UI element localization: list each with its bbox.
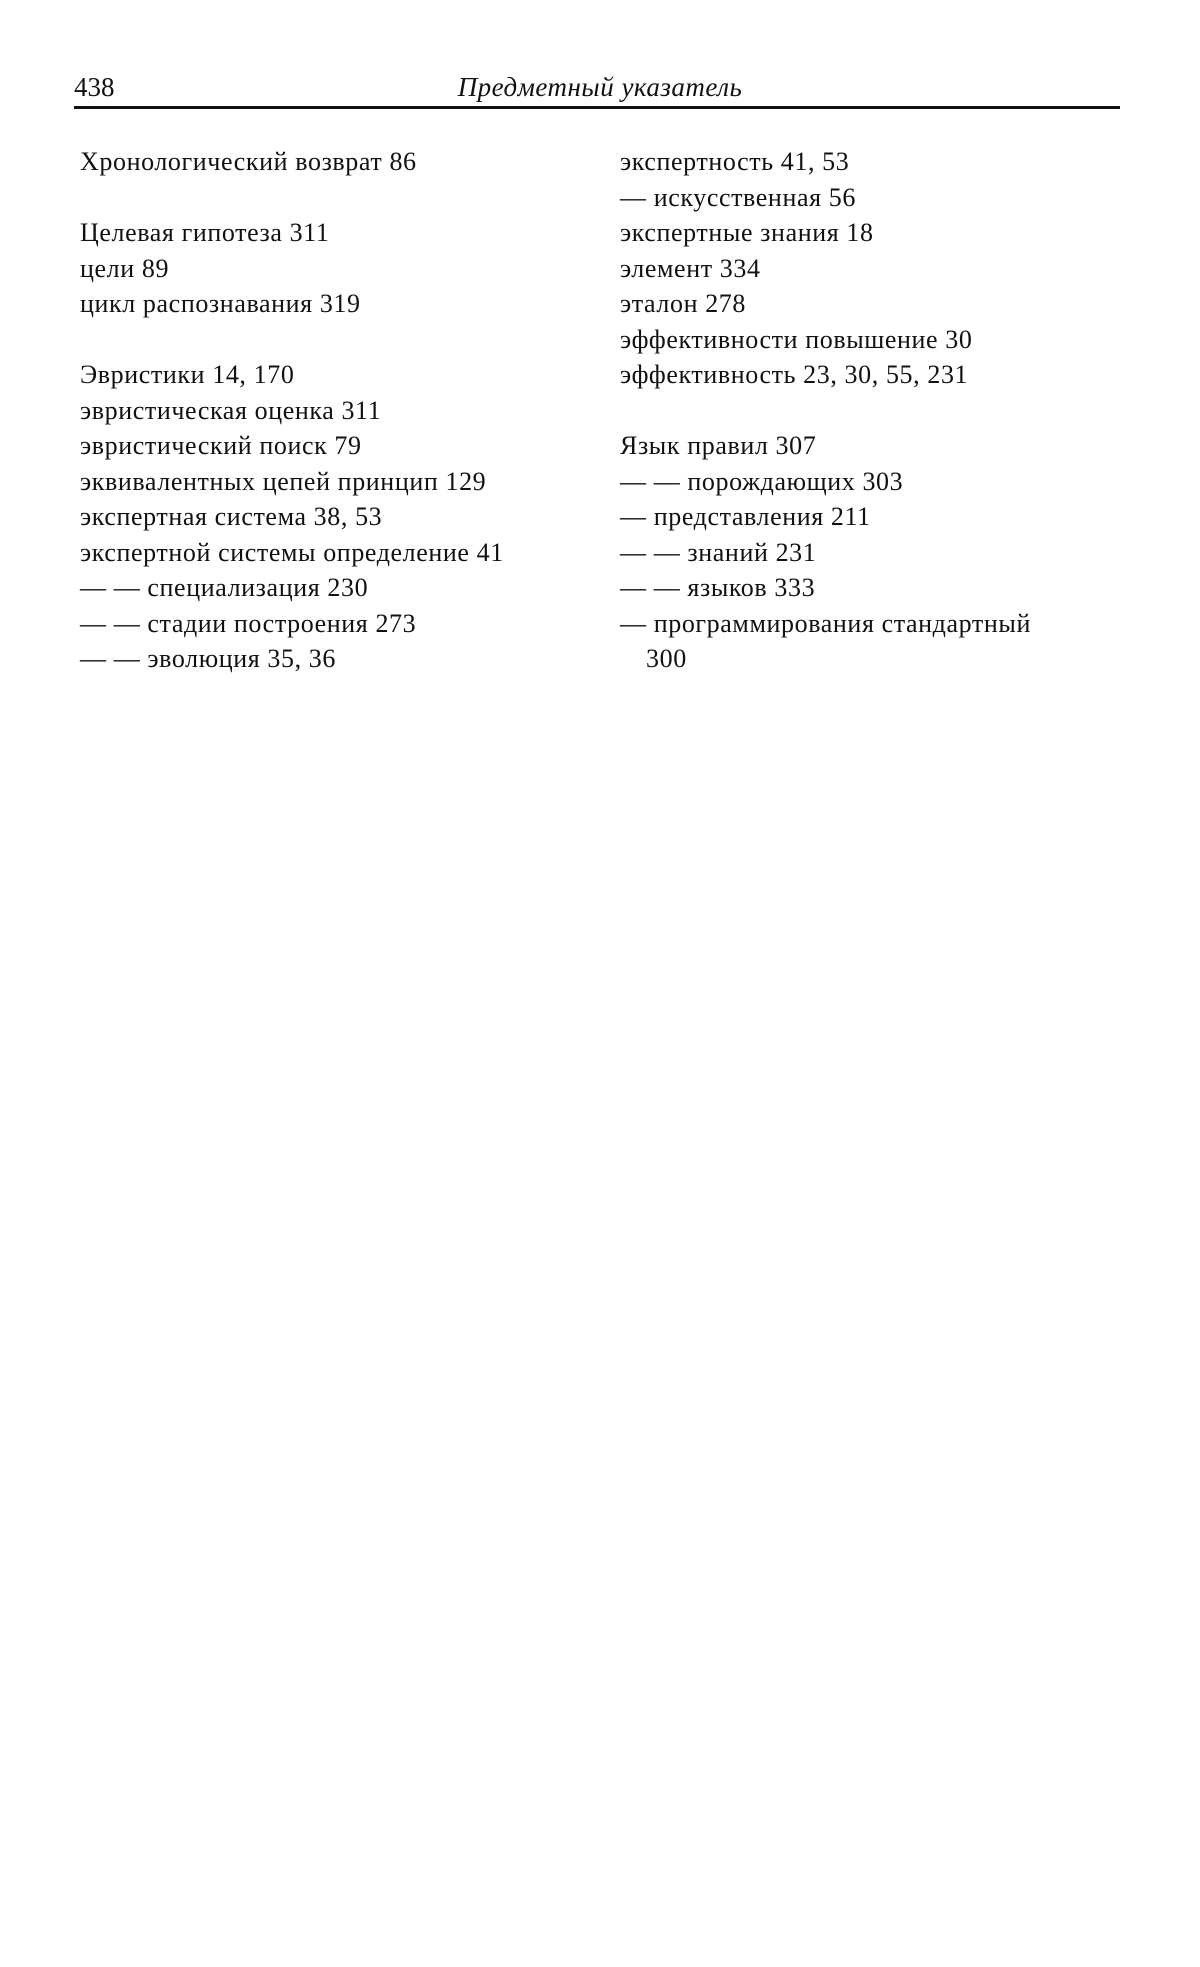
index-entry: Целевая гипотеза 311 <box>80 218 330 247</box>
index-entry: эффективности повышение 30 <box>620 324 973 354</box>
index-entry: — — языков 333 <box>620 573 816 602</box>
index-entry: Язык правил 307 <box>620 431 817 460</box>
index-spacer <box>80 322 600 358</box>
index-spacer <box>80 180 600 216</box>
index-spacer <box>620 393 1120 429</box>
index-entry-continuation: 300 <box>646 644 687 673</box>
index-entry: — программирования стандартный <box>620 608 1031 638</box>
index-entry: экспертные знания 18 <box>620 218 874 247</box>
index-entry: элемент 334 <box>620 253 761 283</box>
index-entry: — — знаний 231 <box>620 537 817 567</box>
index-entry: — искусственная 56 <box>620 182 856 212</box>
index-entry: цели 89 <box>80 253 170 283</box>
index-entry: эвристический поиск 79 <box>80 431 362 460</box>
index-column-right <box>620 144 1120 677</box>
index-entry: Эвристики 14, 170 <box>80 360 295 389</box>
index-entry: цикл распознавания 319 <box>80 289 361 318</box>
index-entry: — — эволюция 35, 36 <box>80 644 337 673</box>
index-entry: — — порождающих 303 <box>620 466 904 496</box>
index-column-left <box>80 144 600 677</box>
index-entry: эталон 278 <box>620 289 746 318</box>
header-rule <box>74 106 1120 109</box>
index-entry: экспертность 41, 53 <box>620 147 850 176</box>
index-entry: — представления 211 <box>620 502 871 531</box>
index-entry: — — стадии построения 273 <box>80 608 417 638</box>
index-entry: эффективность 23, 30, 55, 231 <box>620 360 969 389</box>
running-title: Предметный указатель <box>457 72 743 102</box>
index-entry: экспертная система 38, 53 <box>80 502 383 531</box>
index-entry: эквивалентных цепей принцип 129 <box>80 466 487 496</box>
index-entry: Хронологический возврат 86 <box>80 147 417 176</box>
index-entry: — — специализация 230 <box>80 573 369 602</box>
index-entry: экспертной системы определение 41 <box>80 537 504 567</box>
index-entry: эвристическая оценка 311 <box>80 395 382 425</box>
page-number: 438 <box>74 72 115 102</box>
